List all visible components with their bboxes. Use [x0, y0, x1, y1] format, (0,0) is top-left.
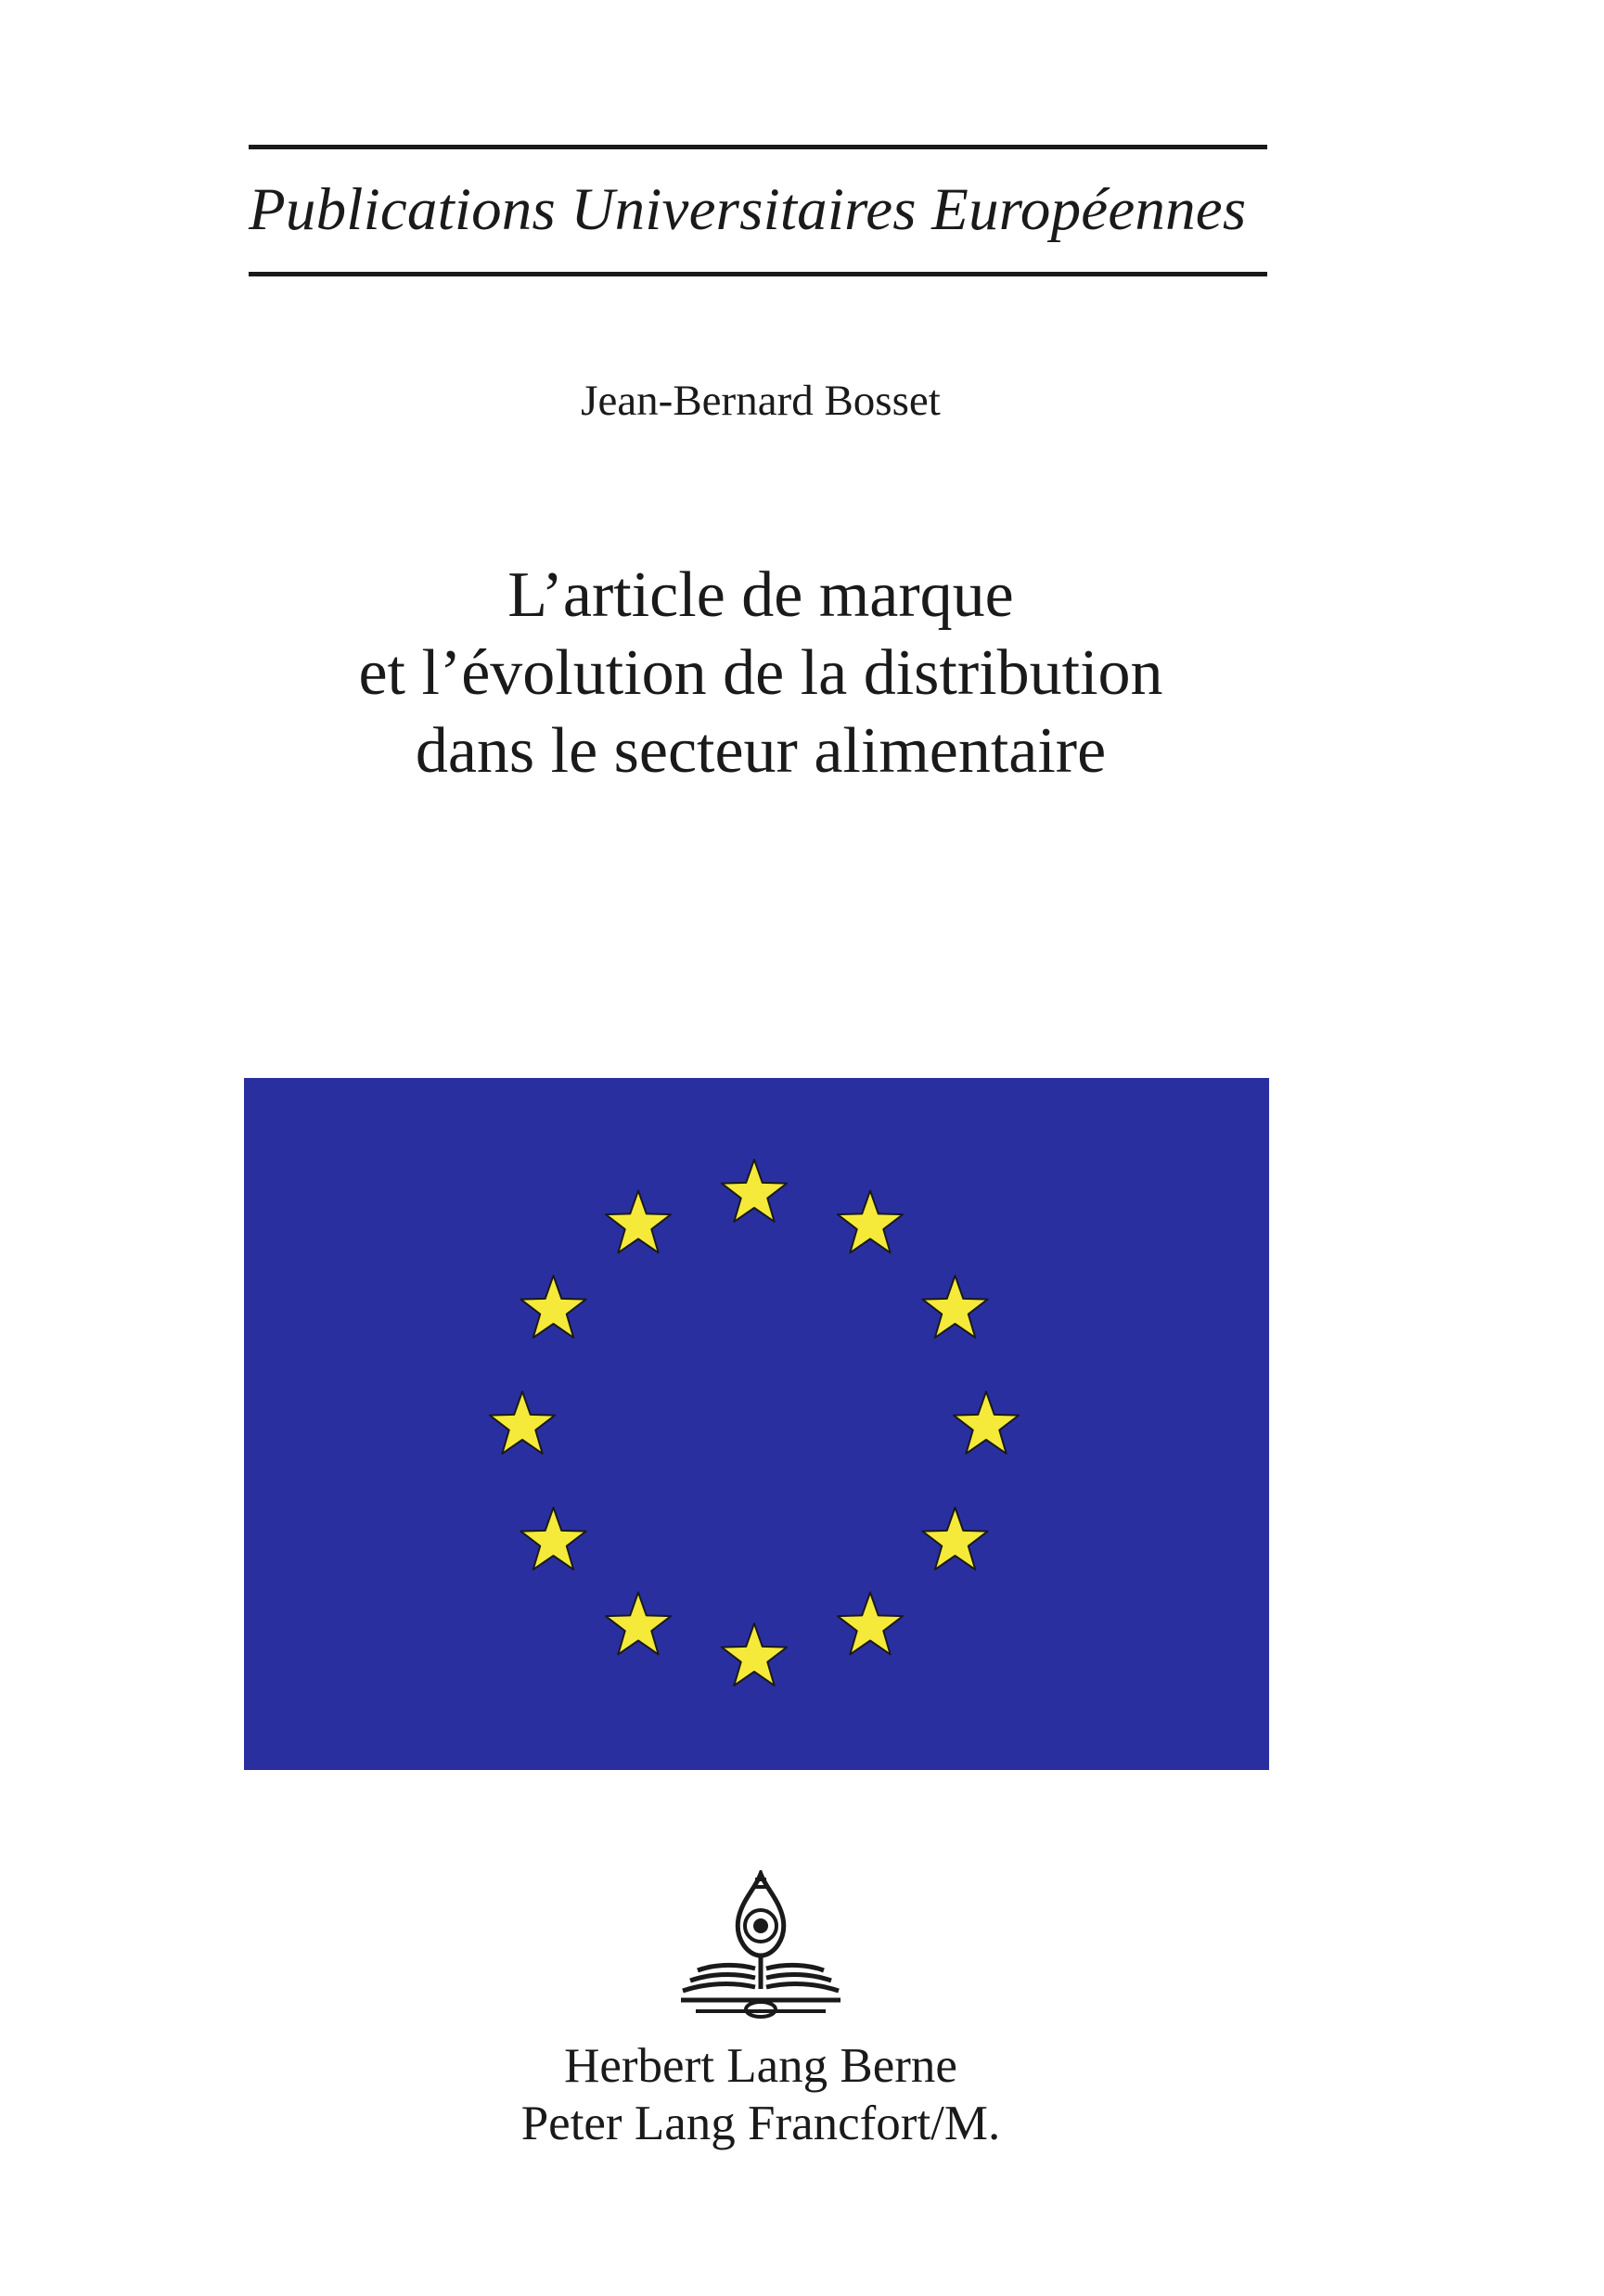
- title-line: L’article de marque: [507, 559, 1014, 631]
- title-line: et l’évolution de la distribution: [358, 637, 1163, 709]
- publisher-line: Peter Lang Francfort/M.: [520, 2097, 1001, 2150]
- series-title: Publications Universitaires Européennes: [249, 176, 1247, 243]
- title-line: dans le secteur alimentaire: [415, 715, 1107, 787]
- publisher-line: Herbert Lang Berne: [564, 2039, 957, 2093]
- bottom-rule: [249, 272, 1267, 276]
- author-name: Jean-Bernard Bosset: [581, 377, 941, 425]
- european-flag-graphic: [244, 1078, 1269, 1770]
- top-rule: [249, 145, 1267, 149]
- book-title: [0, 557, 1521, 790]
- publisher-logo-graphic: [677, 1870, 844, 2028]
- publisher-imprint: [0, 2037, 1521, 2152]
- publisher-book-logo-icon: [677, 1870, 844, 2028]
- european-flag: [244, 1078, 1269, 1770]
